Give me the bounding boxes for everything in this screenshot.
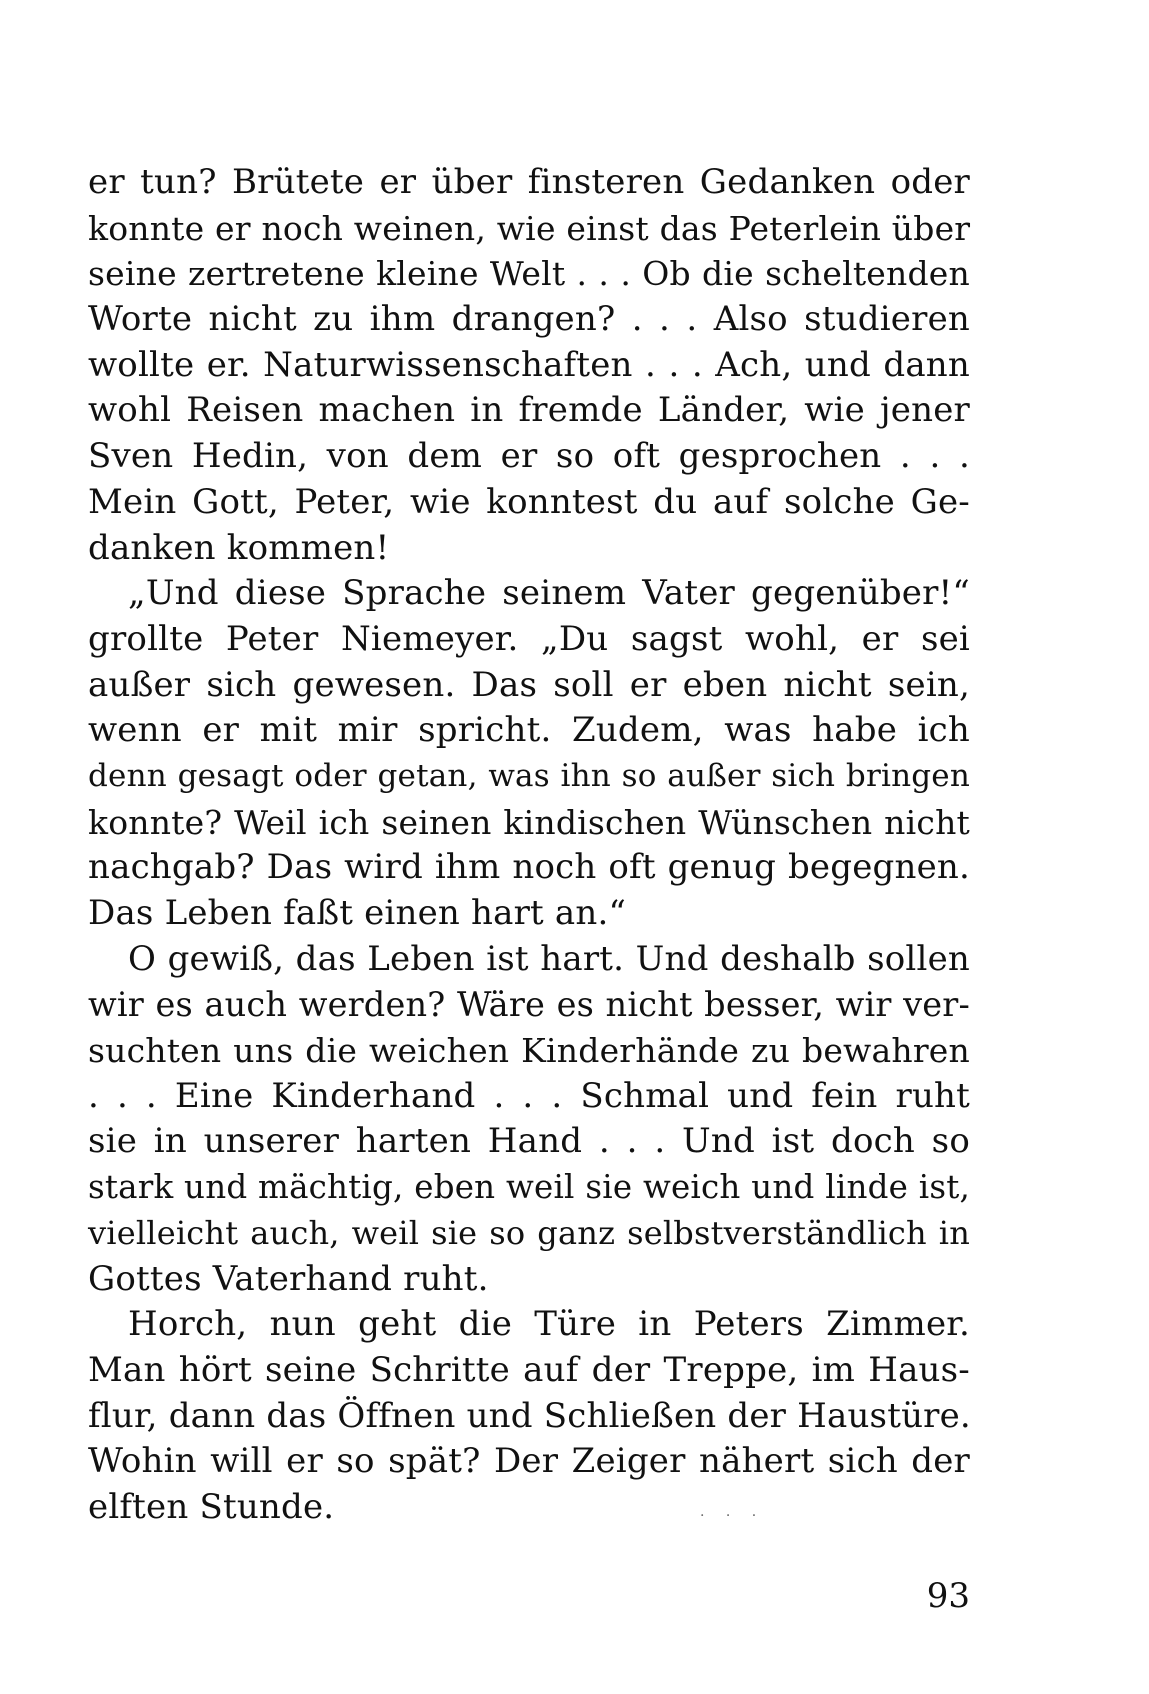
text-line: er tun? Brütete er über finsteren Gedanken oder	[88, 162, 970, 202]
text-line: . . . Eine Kinderhand . . . Schmal und fein ruht	[88, 1075, 970, 1116]
text-line: Worte nicht zu ihm drangen? . . . Also studieren	[88, 299, 970, 340]
text-line: grollte Peter Niemeyer. „Du sagst wohl, er sei	[88, 618, 970, 659]
text-line: wollte er. Naturwissenschaften . . . Ach, und dann	[88, 344, 970, 385]
text-line: Man hört seine Schritte auf der Treppe, im Haus-	[88, 1349, 970, 1390]
text-line: Mein Gott, Peter, wie konntest du auf solche Ge-	[88, 481, 970, 522]
text-line: wir es auch werden? Wäre es nicht besser, wir ver-	[88, 985, 970, 1025]
text-line: suchten uns die weichen Kinderhände zu bewahren	[88, 1031, 970, 1071]
text-line: wohl Reisen machen in fremde Länder, wie jener	[88, 390, 970, 431]
text-line: Horch, nun geht die Türe in Peters Zimmer.	[128, 1304, 970, 1345]
text-line: außer sich gewesen. Das soll er eben nicht sein,	[88, 664, 970, 705]
text-line: danken kommen!	[88, 527, 390, 568]
text-line: sie in unserer harten Hand . . . Und ist doch so	[88, 1121, 970, 1162]
text-line: flur, dann das Öffnen und Schließen der Haustüre.	[88, 1395, 971, 1436]
text-line: Wohin will er so spät? Der Zeiger nähert sich der	[88, 1441, 970, 1482]
text-line: konnte? Weil ich seinen kindischen Wünschen nicht	[88, 802, 970, 842]
text-line: konnte er noch weinen, wie einst das Peterlein über	[88, 208, 971, 248]
text-line: Sven Hedin, von dem er so oft gesprochen . . .	[88, 436, 970, 477]
text-line: „Und diese Sprache seinem Vater gegenüber!“	[128, 573, 970, 614]
text-line: Das Leben faßt einen hart an.“	[88, 893, 627, 933]
text-line: wenn er mit mir spricht. Zudem, was habe ich	[88, 710, 970, 751]
text-line: denn gesagt oder getan, was ihn so außer sich bringen	[88, 757, 970, 794]
text-line: elften Stunde.	[88, 1486, 335, 1527]
text-line: Gottes Vaterhand ruht.	[88, 1258, 489, 1299]
text-line: stark und mächtig, eben weil sie weich und linde ist,	[88, 1168, 970, 1207]
text-line: O gewiß, das Leben ist hart. Und deshalb sollen	[128, 938, 970, 979]
text-line: vielleicht auch, weil sie so ganz selbstverständlich in	[88, 1213, 970, 1252]
text-line: nachgab? Das wird ihm noch oft genug begegnen.	[88, 847, 970, 888]
page-number: 93	[926, 1576, 970, 1616]
body-text	[88, 160, 970, 1531]
print-specks: · · ·	[700, 1508, 767, 1524]
text-line: seine zertretene kleine Welt . . . Ob die scheltenden	[88, 254, 970, 294]
